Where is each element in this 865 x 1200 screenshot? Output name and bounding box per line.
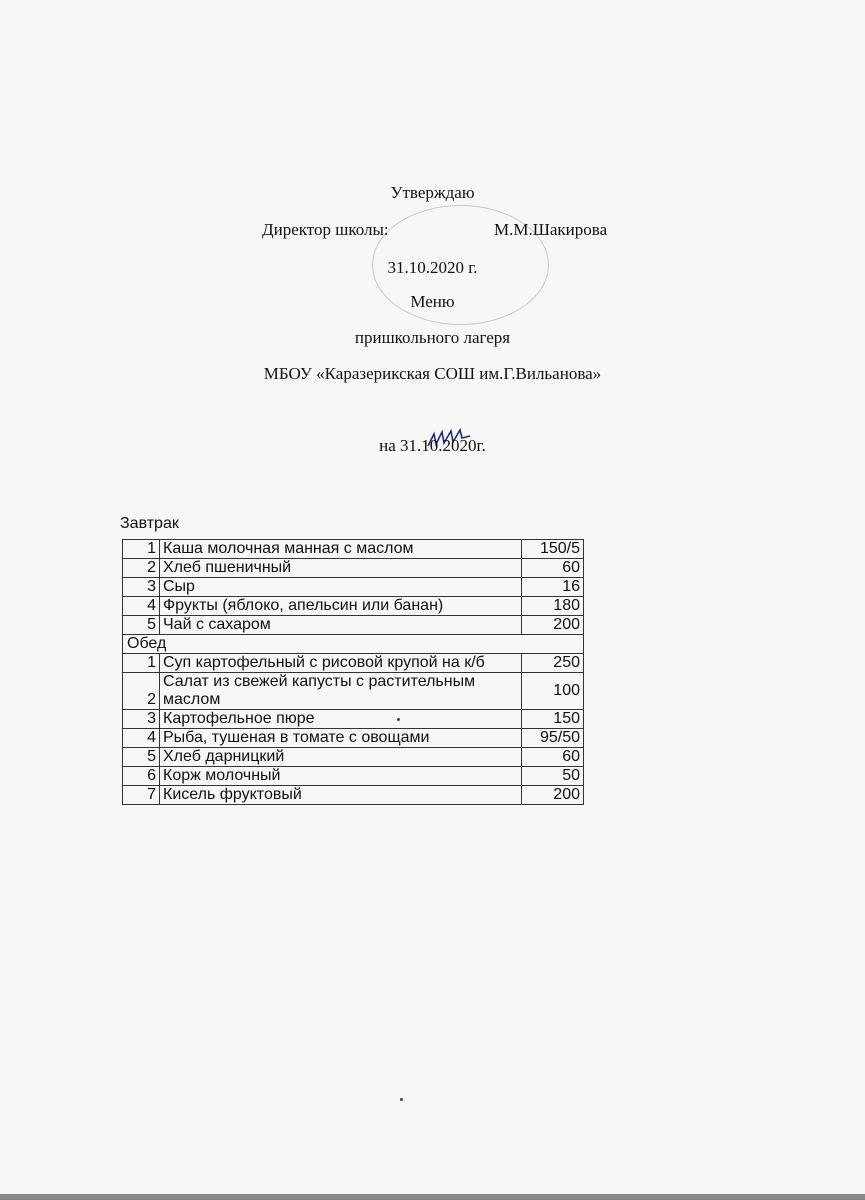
- item-name: Хлеб пшеничный: [160, 559, 522, 578]
- item-number: 2: [123, 673, 160, 710]
- lunch-label: Обед: [123, 635, 584, 654]
- table-row: [123, 578, 584, 597]
- item-quantity: 50: [522, 767, 584, 786]
- item-quantity: 150/5: [522, 540, 584, 559]
- item-number: 4: [123, 729, 160, 748]
- item-name: Суп картофельный с рисовой крупой на к/б: [160, 654, 522, 673]
- menu-table: [122, 539, 584, 805]
- table-row: [123, 767, 584, 786]
- item-name: Хлеб дарницкий: [160, 748, 522, 767]
- lunch-section-row: [123, 635, 584, 654]
- item-number: 5: [123, 748, 160, 767]
- table-row: [123, 729, 584, 748]
- item-number: 5: [123, 616, 160, 635]
- item-quantity: 95/50: [522, 729, 584, 748]
- item-quantity: 16: [522, 578, 584, 597]
- item-name: Чай с сахаром: [160, 616, 522, 635]
- breakfast-label: Завтрак: [120, 515, 179, 532]
- item-quantity: 60: [522, 748, 584, 767]
- item-number: 7: [123, 786, 160, 805]
- item-name: Салат из свежей капусты с растительным маслом: [160, 673, 522, 710]
- item-number: 2: [123, 559, 160, 578]
- item-quantity: 100: [522, 673, 584, 710]
- item-number: 1: [123, 540, 160, 559]
- item-quantity: 60: [522, 559, 584, 578]
- table-row: [123, 597, 584, 616]
- item-quantity: 250: [522, 654, 584, 673]
- item-number: 3: [123, 578, 160, 597]
- scan-edge: [0, 1194, 865, 1200]
- item-name: Сыр: [160, 578, 522, 597]
- table-row: [123, 710, 584, 729]
- table-row: [123, 559, 584, 578]
- table-row: [123, 616, 584, 635]
- menu-title: Меню: [410, 292, 455, 311]
- director-row: [0, 218, 865, 242]
- table-row: [123, 748, 584, 767]
- item-name: Картофельное пюре: [160, 710, 522, 729]
- table-row: [123, 786, 584, 805]
- item-name: Корж молочный: [160, 767, 522, 786]
- table-row: [123, 654, 584, 673]
- item-quantity: 180: [522, 597, 584, 616]
- scan-speck: [400, 1098, 403, 1101]
- director-label: Директор школы:: [262, 220, 389, 239]
- menu-date: на 31.10.2020г.: [379, 436, 486, 455]
- table-row: [123, 673, 584, 710]
- table-row: [123, 540, 584, 559]
- item-number: 6: [123, 767, 160, 786]
- camp-name: пришкольного лагеря: [354, 328, 511, 347]
- item-name: Кисель фруктовый: [160, 786, 522, 805]
- item-name: Каша молочная манная с маслом: [160, 540, 522, 559]
- item-number: 4: [123, 597, 160, 616]
- item-name: Рыба, тушеная в томате с овощами: [160, 729, 522, 748]
- approve-heading: Утверждаю: [390, 183, 475, 202]
- approve-date: 31.10.2020 г.: [387, 258, 478, 277]
- director-name: М.М.Шакирова: [494, 220, 608, 239]
- item-quantity: 150: [522, 710, 584, 729]
- scan-speck: [397, 718, 400, 721]
- item-number: 3: [123, 710, 160, 729]
- item-number: 1: [123, 654, 160, 673]
- item-quantity: 200: [522, 616, 584, 635]
- item-name: Фрукты (яблоко, апельсин или банан): [160, 597, 522, 616]
- item-quantity: 200: [522, 786, 584, 805]
- school-name: МБОУ «Каразерикская СОШ им.Г.Вильанова»: [263, 364, 602, 383]
